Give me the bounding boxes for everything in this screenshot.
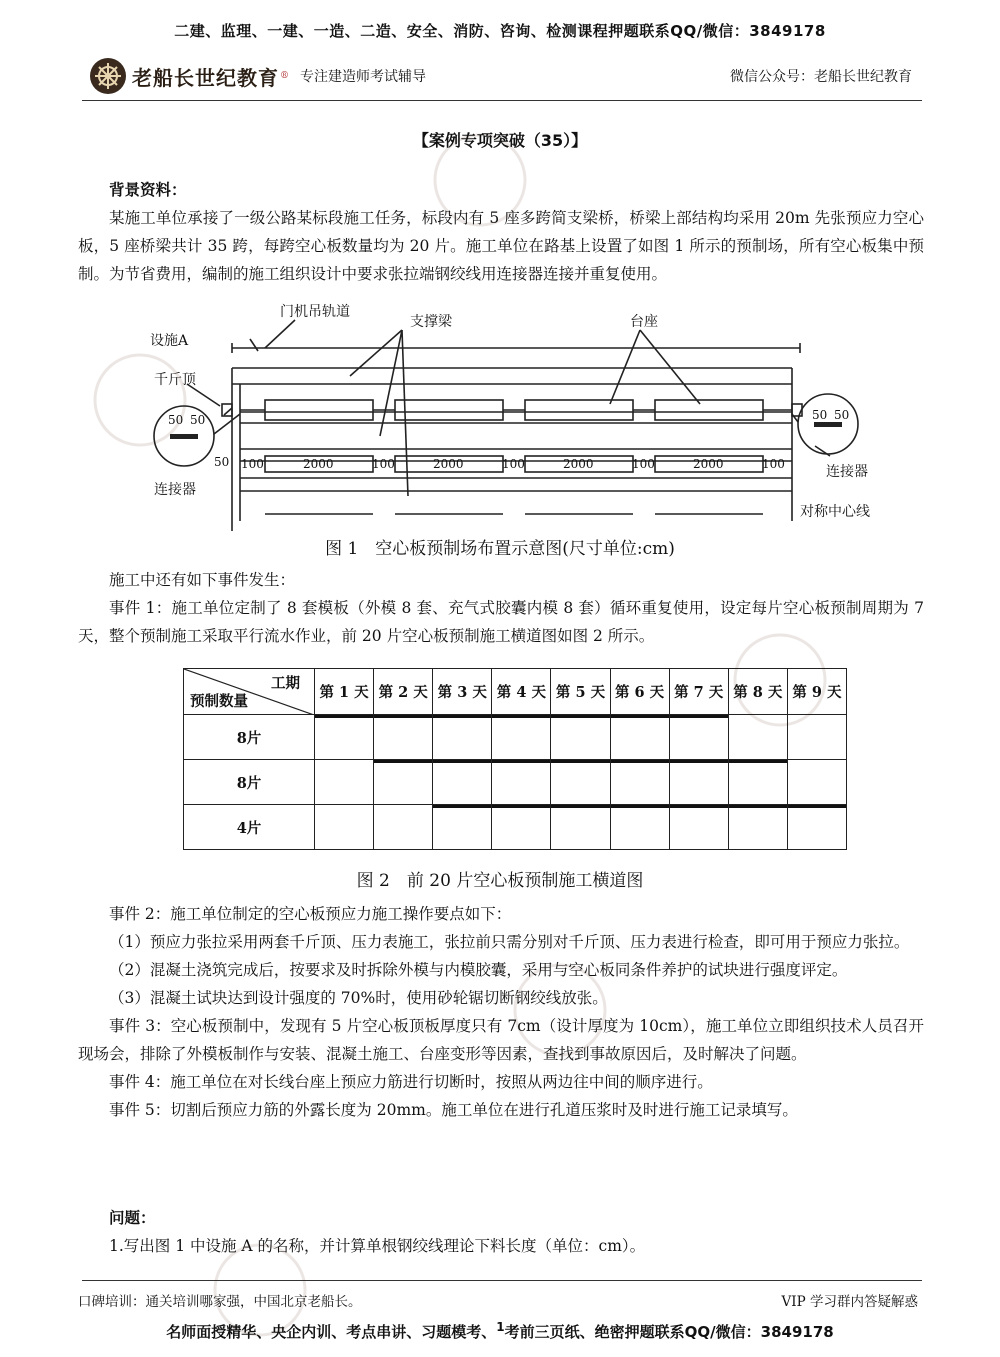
gantt-header-quantity: 预制数量 bbox=[190, 693, 248, 710]
gantt-cell bbox=[728, 805, 787, 850]
gantt-day-header: 第 4 天 bbox=[492, 669, 551, 715]
gantt-row bbox=[184, 715, 847, 760]
gantt-cell bbox=[787, 715, 846, 760]
gantt-cell bbox=[551, 760, 610, 805]
event-2-item: （2）混凝土浇筑完成后，按要求及时拆除外模与内模胶囊，采用与空心板同条件养护的试块进行强度评定。 bbox=[109, 961, 848, 979]
label-gantry-track: 门机吊轨道 bbox=[280, 304, 350, 320]
gantt-bar bbox=[788, 805, 846, 808]
footer-banner bbox=[0, 1320, 1000, 1342]
gantt-day-header: 第 3 天 bbox=[433, 669, 492, 715]
gantt-bar bbox=[374, 760, 432, 763]
gantt-bar bbox=[670, 715, 728, 718]
dim-100: 100 bbox=[241, 457, 264, 471]
page-title: 【案例专项突破（35）】 bbox=[412, 131, 588, 150]
footer-banner-left: 名师面授精华、央企内训、考点串讲、习题模考、 bbox=[166, 1323, 497, 1341]
label-jack: 千斤顶 bbox=[154, 372, 196, 388]
gantt-cell bbox=[787, 760, 846, 805]
figure-1-diagram bbox=[140, 296, 900, 531]
gantt-cell bbox=[551, 715, 610, 760]
gantt-row bbox=[184, 805, 847, 850]
top-banner: 二建、监理、一建、一造、二造、安全、消防、咨询、检测课程押题联系QQ/微信：3849178 bbox=[174, 22, 826, 40]
event-4-text: 事件 4：施工单位在对长线台座上预应力筋进行切断时，按照从两边往中间的顺序进行。 bbox=[109, 1073, 713, 1091]
header-wechat: 微信公众号：老船长世纪教育 bbox=[730, 69, 912, 85]
gantt-bar bbox=[433, 805, 491, 808]
label-symmetry-line: 对称中心线 bbox=[800, 504, 870, 520]
label-connector-right: 连接器 bbox=[826, 464, 868, 480]
gantt-bar bbox=[551, 715, 609, 718]
event-2-item: （1）预应力张拉采用两套千斤顶、压力表施工，张拉前只需分别对千斤顶、压力表进行检查，即可用于预应力张拉。 bbox=[109, 933, 910, 951]
header-tagline: 专注建造师考试辅导 bbox=[300, 69, 426, 85]
gantt-day-header: 第 7 天 bbox=[669, 669, 728, 715]
gantt-day-header: 第 6 天 bbox=[610, 669, 669, 715]
gantt-row-label: 8片 bbox=[184, 760, 315, 805]
brand-logo bbox=[90, 56, 289, 96]
dim-50: 50 bbox=[812, 408, 828, 422]
gantt-row-label: 8片 bbox=[184, 715, 315, 760]
gantt-header-period: 工期 bbox=[271, 675, 300, 692]
gantt-cell bbox=[433, 715, 492, 760]
figure-2-caption: 图 2 前 20 片空心板预制施工横道图 bbox=[356, 871, 644, 891]
events-section-2 bbox=[78, 900, 924, 1124]
gantt-bar bbox=[670, 805, 728, 808]
ship-wheel-icon bbox=[90, 58, 126, 94]
gantt-bar bbox=[670, 760, 728, 763]
dim-100: 100 bbox=[372, 457, 395, 471]
gantt-day-header: 第 5 天 bbox=[551, 669, 610, 715]
dim-50: 50 bbox=[834, 408, 850, 422]
gantt-bar bbox=[611, 805, 669, 808]
gantt-cell bbox=[492, 760, 551, 805]
dim-50: 50 bbox=[190, 413, 206, 427]
gantt-bar bbox=[729, 805, 787, 808]
footer-right: VIP 学习群内答疑解惑 bbox=[781, 1294, 918, 1310]
gantt-bar bbox=[492, 715, 550, 718]
gantt-cell bbox=[433, 760, 492, 805]
gantt-bar bbox=[374, 715, 432, 718]
gantt-cell bbox=[374, 715, 433, 760]
gantt-bar bbox=[551, 760, 609, 763]
questions-section bbox=[78, 1204, 924, 1260]
gantt-cell bbox=[669, 805, 728, 850]
gantt-cell bbox=[492, 715, 551, 760]
gantt-day-header: 第 1 天 bbox=[315, 669, 374, 715]
dim-50: 50 bbox=[214, 455, 230, 469]
gantt-cell bbox=[374, 760, 433, 805]
gantt-cell bbox=[315, 715, 374, 760]
gantt-bar bbox=[433, 760, 491, 763]
events-section-1 bbox=[78, 566, 924, 650]
page-number: 1 bbox=[496, 1320, 505, 1334]
gantt-cell bbox=[433, 805, 492, 850]
gantt-day-header: 第 9 天 bbox=[787, 669, 846, 715]
background-text: 某施工单位承接了一级公路某标段施工任务，标段内有 5 座多跨简支梁桥，桥梁上部结构均采用 20m 先张预应力空心板，5 座桥梁共计 35 跨，每跨空心板数量均为 20 片。施工单位在路基上设置了如图 1 所示的预制场，所有空心板集中预制。为节省费用，编制的施工组织设计中要求张拉端钢绞线用连接器连接并重复使用。 bbox=[78, 209, 924, 283]
gantt-bar bbox=[315, 715, 373, 718]
gantt-cell bbox=[728, 715, 787, 760]
gantt-bar bbox=[492, 805, 550, 808]
label-support-beam: 支撑梁 bbox=[410, 314, 452, 330]
label-pedestal: 台座 bbox=[630, 314, 658, 330]
dim-2000: 2000 bbox=[563, 457, 594, 471]
dim-2000: 2000 bbox=[303, 457, 334, 471]
gantt-cell bbox=[610, 715, 669, 760]
event-1-text: 事件 1：施工单位定制了 8 套模板（外模 8 套、充气式胶囊内模 8 套）循环重复使用，设定每片空心板预制周期为 7 天，整个预制施工采取平行流水作业，前 20 片空心板预制施工横道图如图 2 所示。 bbox=[78, 599, 924, 645]
event-2-item: （3）混凝土试块达到设计强度的 70%时，使用砂轮锯切断钢绞线放张。 bbox=[109, 989, 608, 1007]
questions-heading: 问题： bbox=[109, 1209, 156, 1227]
question-1: 1.写出图 1 中设施 A 的名称，并计算单根钢绞线理论下料长度（单位：cm）。 bbox=[109, 1237, 646, 1255]
footer-divider bbox=[82, 1280, 922, 1281]
gantt-bar bbox=[551, 805, 609, 808]
background-heading: 背景资料： bbox=[109, 181, 187, 199]
gantt-day-header: 第 8 天 bbox=[728, 669, 787, 715]
gantt-bar bbox=[492, 760, 550, 763]
figure-2-gantt-table bbox=[183, 668, 847, 850]
gantt-bar bbox=[729, 760, 787, 763]
event-5-text: 事件 5：切割后预应力筋的外露长度为 20mm。施工单位在进行孔道压浆时及时进行施工记录填写。 bbox=[109, 1101, 798, 1119]
dim-100: 100 bbox=[632, 457, 655, 471]
figure-1-caption: 图 1 空心板预制场布置示意图(尺寸单位:cm) bbox=[325, 539, 675, 559]
gantt-header-corner bbox=[184, 669, 315, 715]
event-3-text: 事件 3：空心板预制中，发现有 5 片空心板顶板厚度只有 7cm（设计厚度为 10cm），施工单位立即组织技术人员召开现场会，排除了外模板制作与安装、混凝土施工、台座变形等因素，查找到事故原因后，及时解决了问题。 bbox=[78, 1017, 924, 1063]
logo-text: 老船长世纪教育 bbox=[132, 65, 279, 90]
gantt-cell bbox=[669, 760, 728, 805]
gantt-cell bbox=[492, 805, 551, 850]
gantt-bar bbox=[611, 715, 669, 718]
dim-100: 100 bbox=[502, 457, 525, 471]
gantt-cell bbox=[787, 805, 846, 850]
gantt-row-label: 4片 bbox=[184, 805, 315, 850]
footer-banner-right: 考前三页纸、绝密押题联系QQ/微信：3849178 bbox=[504, 1323, 834, 1341]
events-intro: 施工中还有如下事件发生： bbox=[109, 571, 296, 589]
registered-mark-icon: ® bbox=[280, 71, 289, 81]
gantt-cell bbox=[728, 760, 787, 805]
gantt-cell bbox=[374, 805, 433, 850]
gantt-cell bbox=[551, 805, 610, 850]
dim-2000: 2000 bbox=[433, 457, 464, 471]
gantt-bar bbox=[433, 715, 491, 718]
gantt-cell bbox=[315, 805, 374, 850]
label-connector-left: 连接器 bbox=[154, 482, 196, 498]
gantt-day-header: 第 2 天 bbox=[374, 669, 433, 715]
footer-left: 口碑培训：通关培训哪家强，中国北京老船长。 bbox=[78, 1294, 362, 1310]
label-facility-a: 设施A bbox=[150, 333, 189, 349]
header-divider bbox=[82, 100, 922, 101]
gantt-row bbox=[184, 760, 847, 805]
gantt-cell bbox=[610, 805, 669, 850]
gantt-cell bbox=[315, 760, 374, 805]
event-2-intro: 事件 2：施工单位制定的空心板预应力施工操作要点如下： bbox=[109, 905, 512, 923]
dim-100: 100 bbox=[762, 457, 785, 471]
gantt-cell bbox=[610, 760, 669, 805]
dim-50: 50 bbox=[168, 413, 184, 427]
background-section bbox=[78, 176, 924, 288]
gantt-cell bbox=[669, 715, 728, 760]
gantt-bar bbox=[611, 760, 669, 763]
dim-2000: 2000 bbox=[693, 457, 724, 471]
